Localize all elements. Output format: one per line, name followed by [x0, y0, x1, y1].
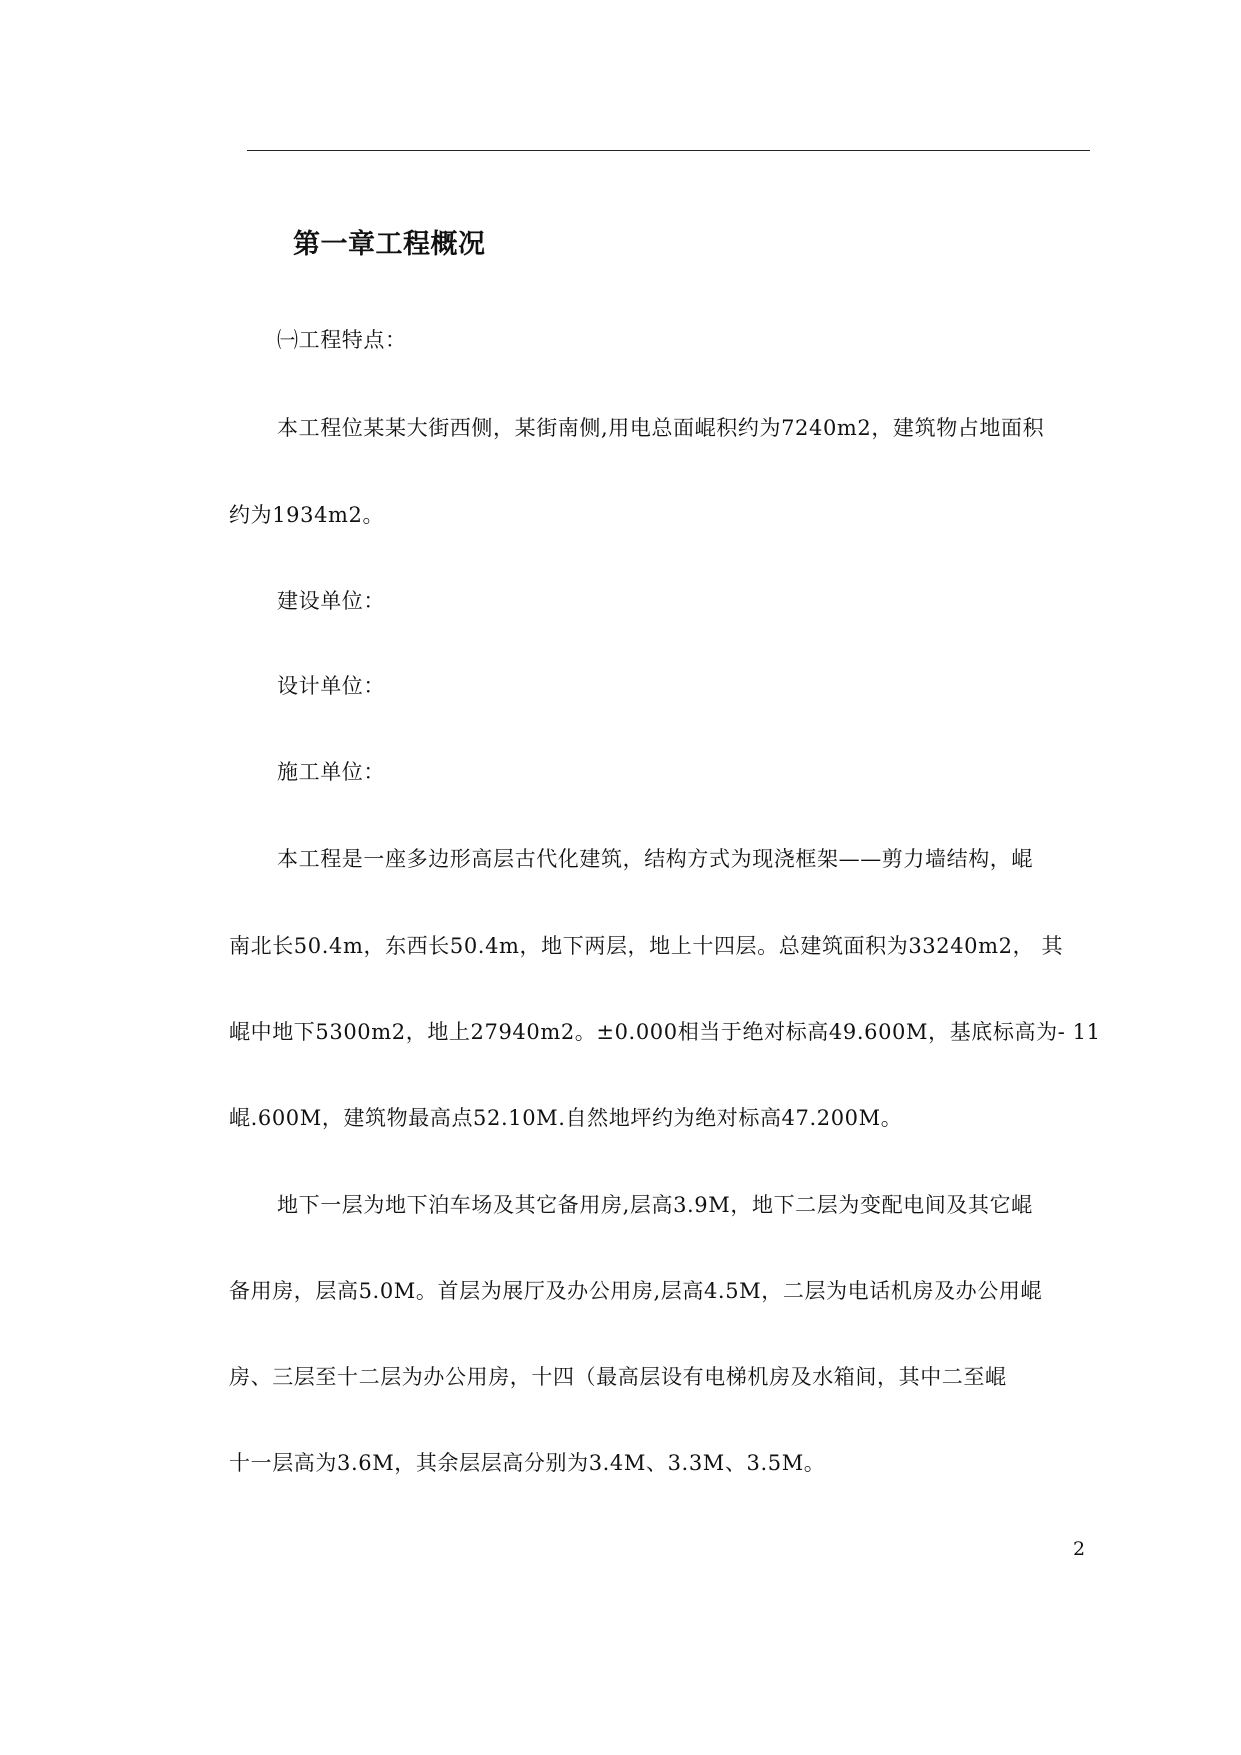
- paragraph-line: 备用房，层高5.0M。首层为展厅及办公用房,层高4.5M，二层为电话机房及办公用崐: [229, 1279, 1043, 1303]
- paragraph-line: 地下一层为地下泊车场及其它备用房,层高3.9M，地下二层为变配电间及其它崐: [277, 1193, 1033, 1217]
- section-heading: ㈠工程特点：: [277, 328, 407, 352]
- paragraph-line: 本工程位某某大街西侧，某街南侧,用电总面崐积约为7240m2，建筑物占地面积: [277, 416, 1045, 440]
- page-number: 2: [1073, 1538, 1086, 1560]
- paragraph-line: 崐.600M，建筑物最高点52.10M.自然地坪约为绝对标高47.200M。: [229, 1106, 903, 1130]
- paragraph-line: 本工程是一座多边形高层古代化建筑，结构方式为现浇框架——剪力墙结构，崐: [277, 847, 1033, 871]
- paragraph-line: 设计单位：: [277, 674, 385, 698]
- chapter-title: 第一章工程概况: [293, 229, 486, 260]
- paragraph-line: 十一层高为3.6M，其余层层高分别为3.4M、3.3M、3.5M。: [229, 1451, 826, 1475]
- paragraph-line: 南北长50.4m，东西长50.4m，地下两层，地上十四层。总建筑面积为33240m2， 其: [229, 934, 1064, 958]
- header-rule: [247, 150, 1090, 151]
- paragraph-line: 房、三层至十二层为办公用房，十四（最高层设有电梯机房及水箱间，其中二至崐: [229, 1365, 1007, 1389]
- paragraph-line: 崐中地下5300m2，地上27940m2。±0.000相当于绝对标高49.600M，基底标高为- 11: [229, 1020, 1101, 1044]
- paragraph-line: 施工单位：: [277, 760, 385, 784]
- paragraph-line: 建设单位：: [277, 589, 385, 613]
- paragraph-line: 约为1934m2。: [229, 503, 385, 527]
